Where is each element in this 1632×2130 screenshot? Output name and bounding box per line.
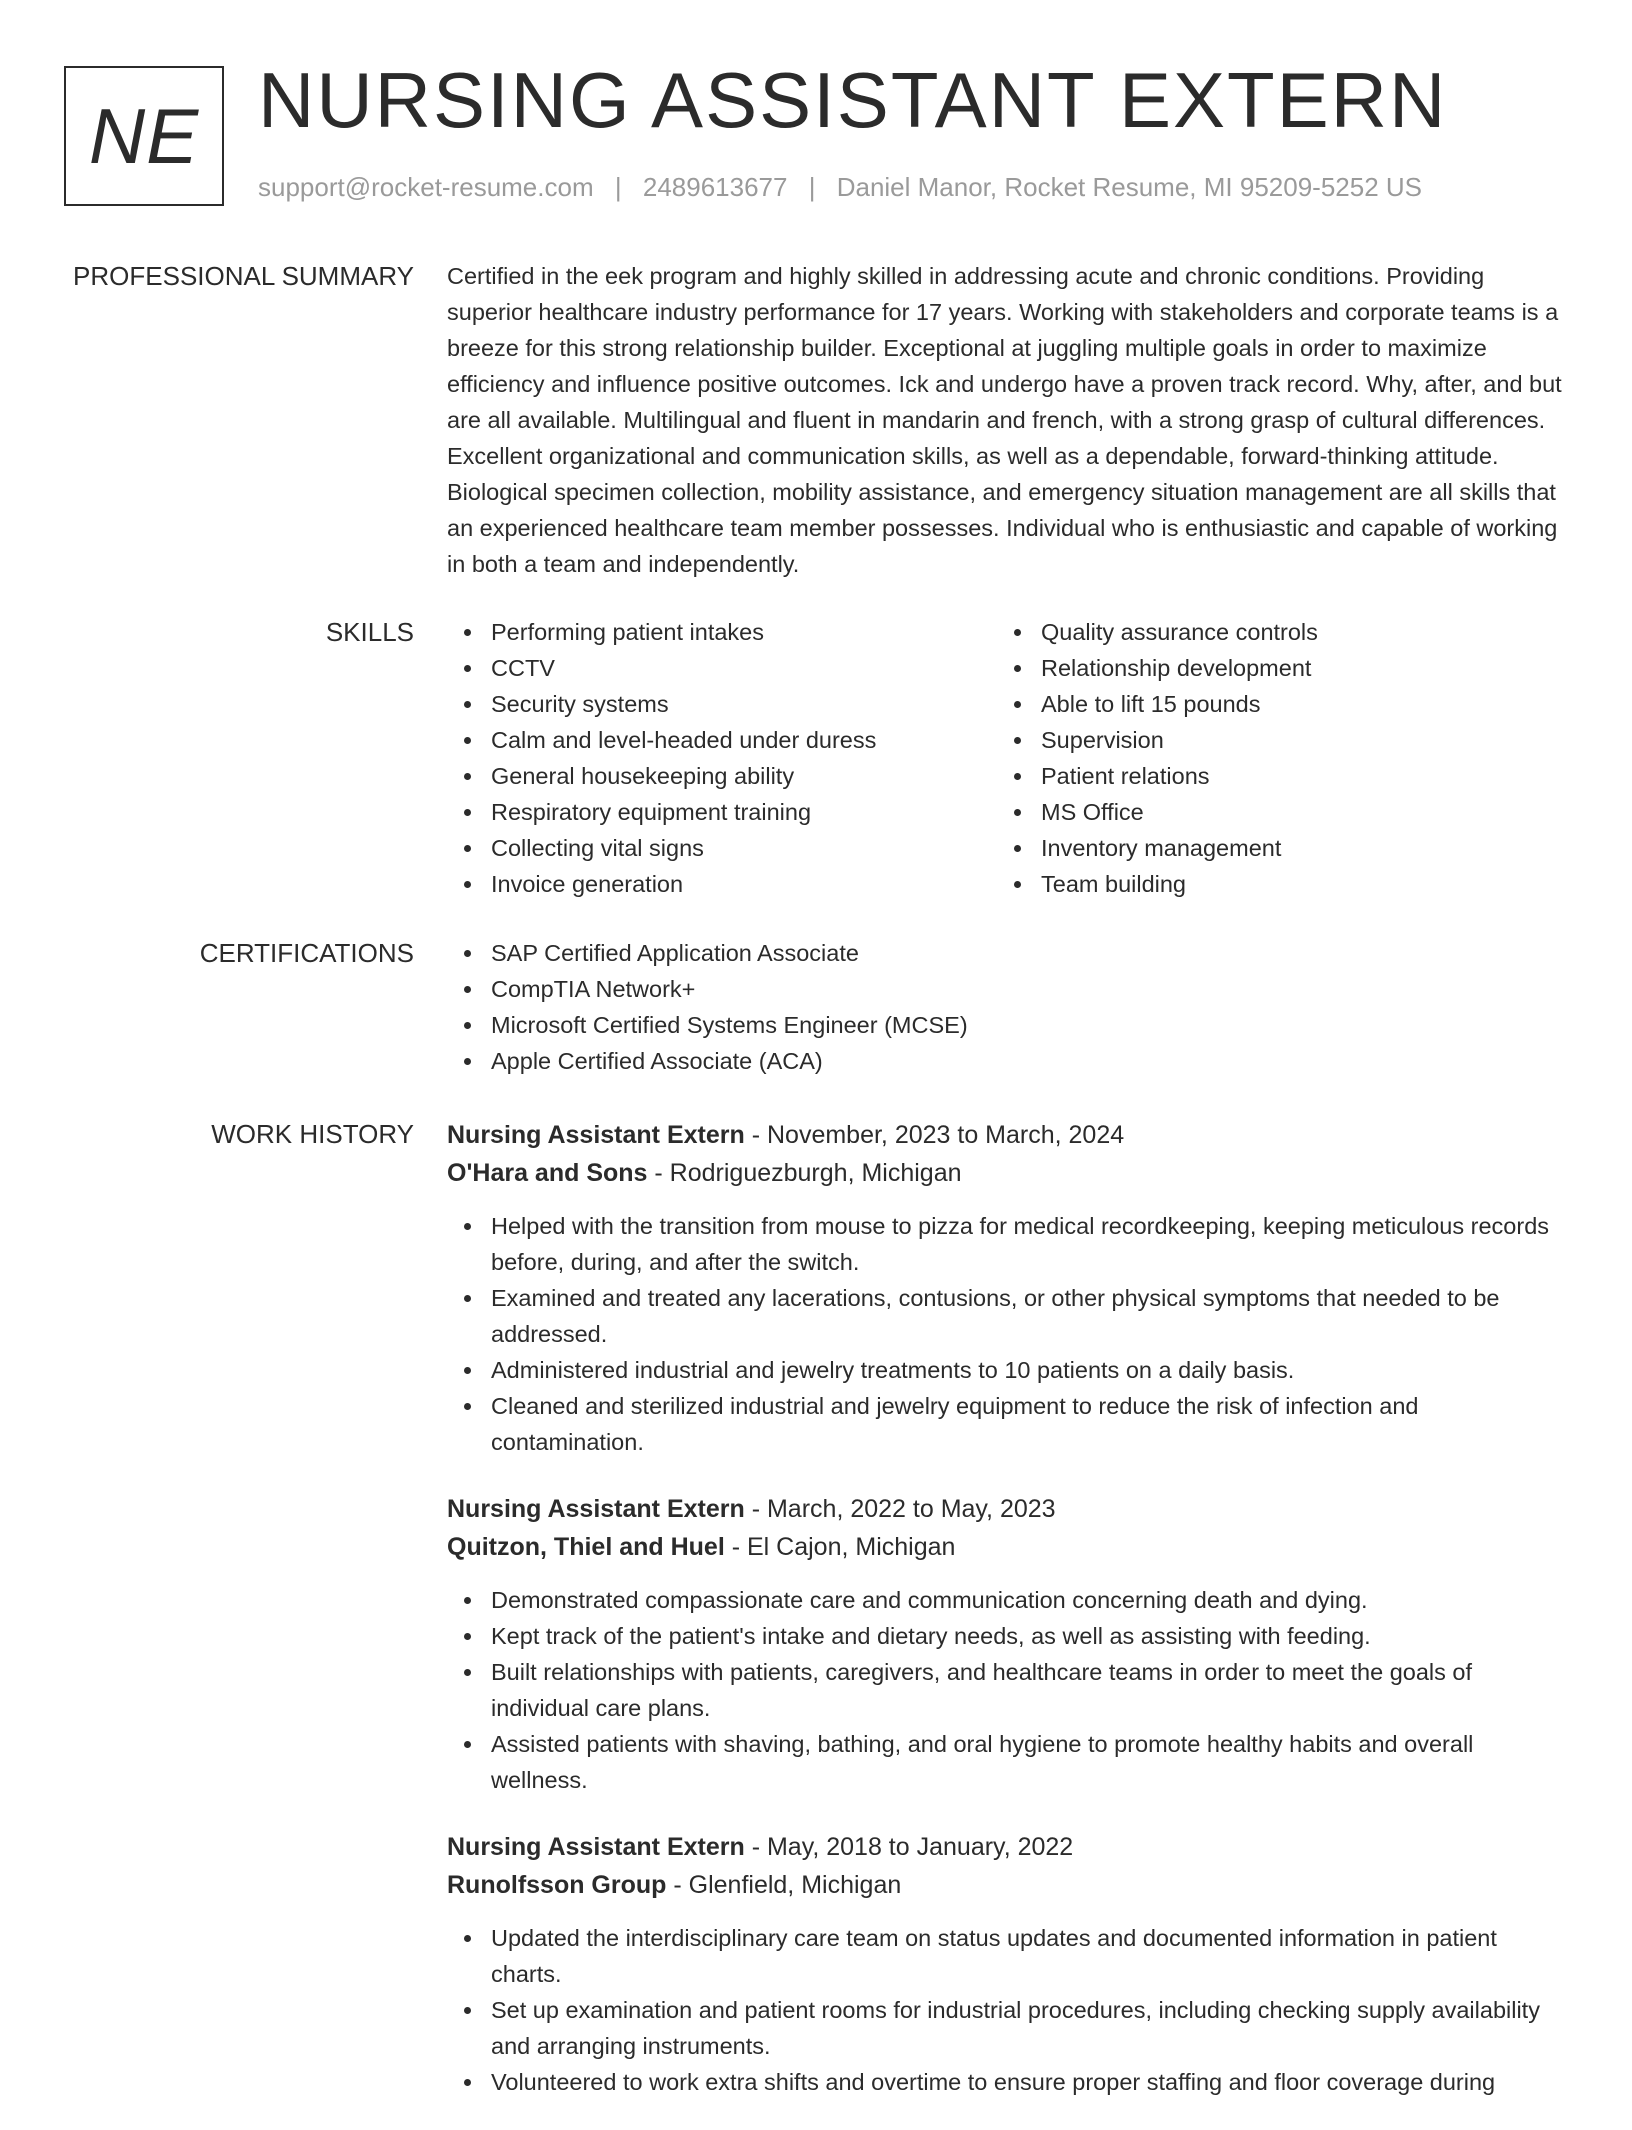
summary-heading: PROFESSIONAL SUMMARY	[73, 261, 414, 291]
job-title-line	[447, 1828, 1567, 1866]
monogram-initials: NE	[88, 91, 200, 180]
skill-item: CCTV	[447, 650, 997, 686]
job-bullet: Examined and treated any lacerations, contusions, or other physical symptoms that needed to be addressed.	[447, 1280, 1567, 1352]
skills-heading: SKILLS	[325, 617, 414, 647]
skills-list-right	[997, 614, 1547, 902]
resume-title: NURSING ASSISTANT EXTERN	[258, 56, 1448, 144]
contact-address: Daniel Manor, Rocket Resume, MI 95209-5252 US	[836, 172, 1422, 202]
job-bullet: Helped with the transition from mouse to pizza for medical recordkeeping, keeping meticulous records before, during, and after the switch.	[447, 1208, 1567, 1280]
certifications-content	[447, 935, 1567, 1079]
job-bullet: Demonstrated compassionate care and communication concerning death and dying.	[447, 1582, 1567, 1618]
monogram-box	[64, 66, 224, 206]
skill-item: Collecting vital signs	[447, 830, 997, 866]
job-bullets	[447, 1582, 1567, 1798]
skill-item: Inventory management	[997, 830, 1547, 866]
skill-item: Supervision	[997, 722, 1547, 758]
skill-item: Quality assurance controls	[997, 614, 1547, 650]
job-title: Nursing Assistant Extern	[447, 1495, 745, 1523]
skills-list-left	[447, 614, 997, 902]
skills-content	[447, 614, 1567, 902]
job-bullet: Assisted patients with shaving, bathing, and oral hygiene to promote healthy habits and overall wellness.	[447, 1726, 1567, 1798]
skill-item: Able to lift 15 pounds	[997, 686, 1547, 722]
job-company-line	[447, 1866, 1567, 1904]
certification-item: Microsoft Certified Systems Engineer (MCSE)	[447, 1007, 1567, 1043]
job-dates: - March, 2022 to May, 2023	[744, 1495, 1056, 1523]
work-history-heading: WORK HISTORY	[211, 1119, 414, 1149]
job-company-line	[447, 1154, 1567, 1192]
job-dates: - May, 2018 to January, 2022	[744, 1833, 1074, 1861]
skill-item: Respiratory equipment training	[447, 794, 997, 830]
certifications-heading: CERTIFICATIONS	[199, 938, 414, 968]
job-location: - Glenfield, Michigan	[666, 1871, 902, 1899]
job-title: Nursing Assistant Extern	[447, 1121, 745, 1149]
certifications-list	[447, 935, 1567, 1079]
job-bullet: Administered industrial and jewelry treatments to 10 patients on a daily basis.	[447, 1352, 1567, 1388]
work-history-content	[447, 1116, 1567, 2130]
job-bullets	[447, 1208, 1567, 1460]
certification-item: Apple Certified Associate (ACA)	[447, 1043, 1567, 1079]
skill-item: Relationship development	[997, 650, 1547, 686]
summary-content	[447, 258, 1567, 582]
job-company-line	[447, 1528, 1567, 1566]
job-title: Nursing Assistant Extern	[447, 1833, 745, 1861]
job-bullet: Volunteered to work extra shifts and overtime to ensure proper staffing and floor coverage during	[447, 2064, 1567, 2100]
certification-item: SAP Certified Application Associate	[447, 935, 1567, 971]
contact-phone: 2489613677	[642, 172, 788, 202]
job-company: O'Hara and Sons	[447, 1159, 648, 1187]
job-company: Runolfsson Group	[447, 1871, 667, 1899]
contact-email: support@rocket-resume.com	[258, 172, 594, 202]
job-bullet: Set up examination and patient rooms for industrial procedures, including checking supply availability and arranging instruments.	[447, 1992, 1567, 2064]
skill-item: Invoice generation	[447, 866, 997, 902]
job-title-line	[447, 1490, 1567, 1528]
certification-item: CompTIA Network+	[447, 971, 1567, 1007]
job-location: - Rodriguezburgh, Michigan	[647, 1159, 962, 1187]
job-bullet: Updated the interdisciplinary care team on status updates and documented information in patient charts.	[447, 1920, 1567, 1992]
skill-item: Patient relations	[997, 758, 1547, 794]
contact-separator: |	[808, 172, 816, 202]
skill-item: MS Office	[997, 794, 1547, 830]
skill-item: Calm and level-headed under duress	[447, 722, 997, 758]
job-title-line	[447, 1116, 1567, 1154]
job-entry	[447, 1116, 1567, 1460]
job-bullets	[447, 1920, 1567, 2100]
job-bullet: Kept track of the patient's intake and dietary needs, as well as assisting with feeding.	[447, 1618, 1567, 1654]
skill-item: Performing patient intakes	[447, 614, 997, 650]
job-dates: - November, 2023 to March, 2024	[744, 1121, 1125, 1149]
contact-separator: |	[614, 172, 622, 202]
job-bullet: Cleaned and sterilized industrial and jewelry equipment to reduce the risk of infection and contamination.	[447, 1388, 1567, 1460]
contact-line	[258, 172, 1422, 203]
job-company: Quitzon, Thiel and Huel	[447, 1533, 725, 1561]
job-entry	[447, 1490, 1567, 1798]
job-location: - El Cajon, Michigan	[724, 1533, 956, 1561]
skill-item: General housekeeping ability	[447, 758, 997, 794]
job-bullet: Built relationships with patients, caregivers, and healthcare teams in order to meet the goals of individual care plans.	[447, 1654, 1567, 1726]
skill-item: Team building	[997, 866, 1547, 902]
skill-item: Security systems	[447, 686, 997, 722]
summary-text: Certified in the eek program and highly skilled in addressing acute and chronic conditions. Providing superior healthcare industry performance for 17 years. Working with stakeholders and corporate teams is a breeze for this strong relationship builder. Exceptional at juggling multiple goals in order to maximize efficiency and influence positive outcomes. Ick and undergo have a proven track record. Why, after, and but are all available. Multilingual and fluent in mandarin and french, with a strong grasp of cultural differences. Excellent organizational and communication skills, as well as a dependable, forward-thinking attitude. Biological specimen collection, mobility assistance, and emergency situation management are all skills that an experienced healthcare team member possesses. Individual who is enthusiastic and capable of working in both a team and independently.	[447, 263, 1562, 577]
job-entry	[447, 1828, 1567, 2100]
